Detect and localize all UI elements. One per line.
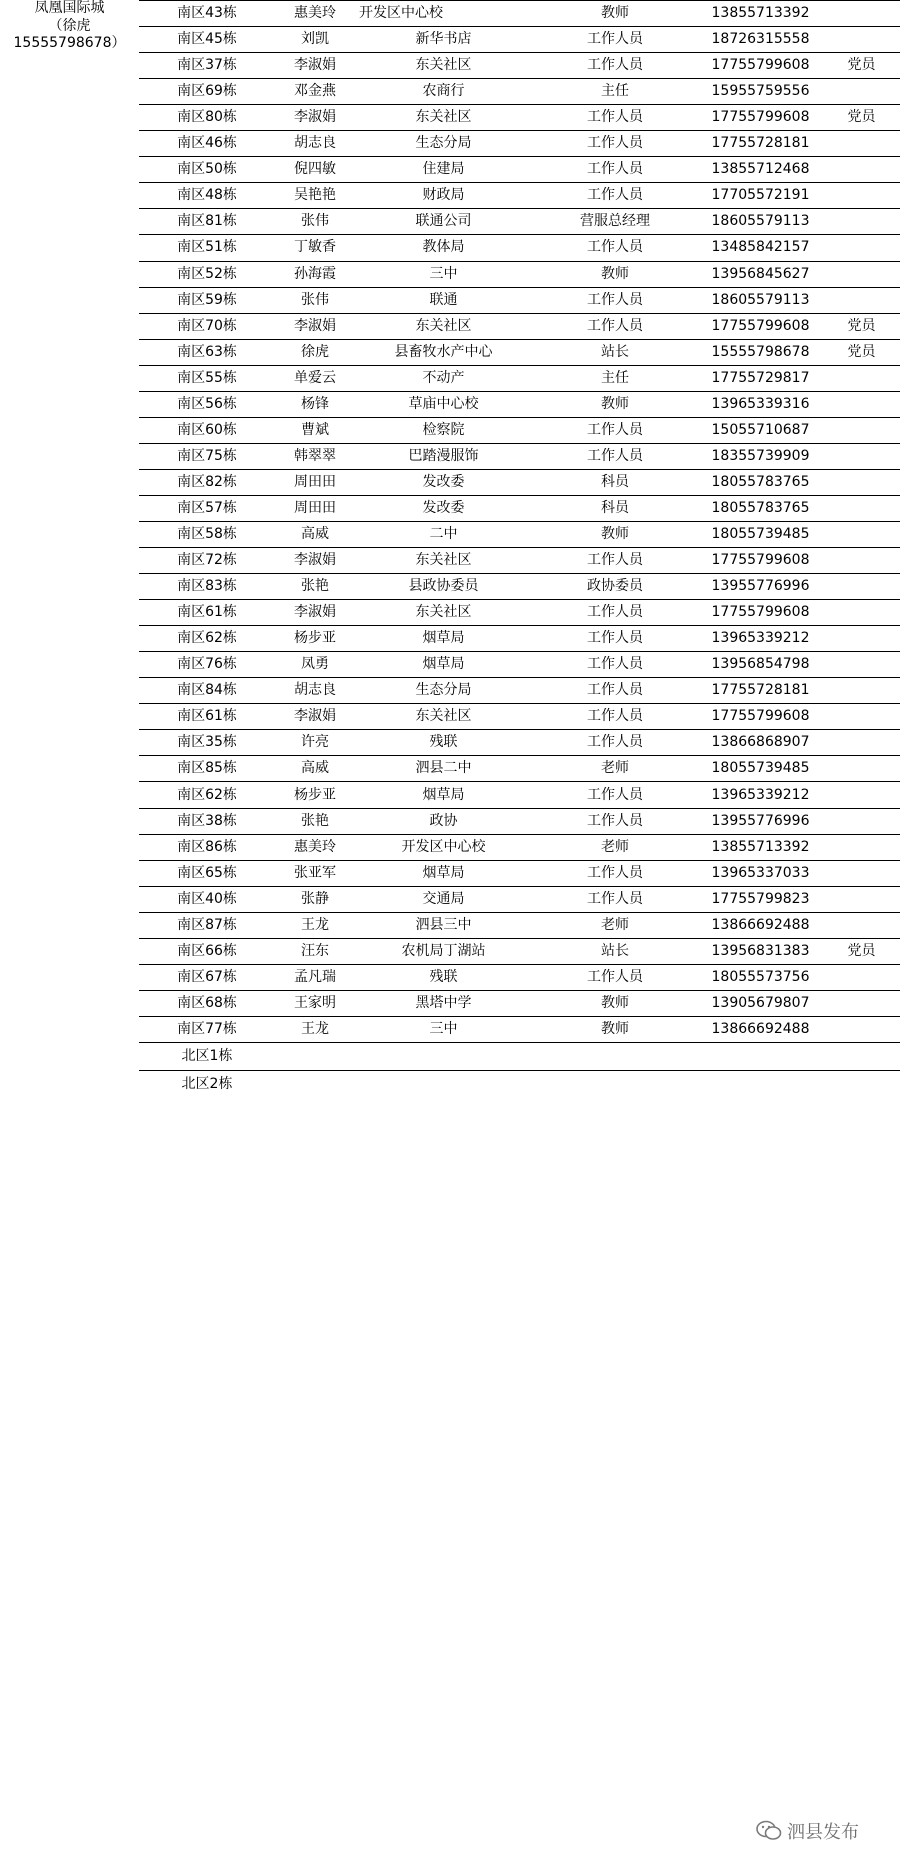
unit-cell: 新华书店	[415, 31, 472, 48]
name-cell: 韩翠翠	[294, 447, 336, 464]
name-cell: 倪四敏	[294, 161, 336, 178]
name-cell: 李淑娟	[294, 708, 336, 725]
name-cell: 李淑娟	[294, 57, 336, 74]
party-cell	[823, 912, 900, 938]
name-cell: 李淑娟	[294, 552, 336, 569]
position-cell: 工作人员	[587, 239, 643, 256]
phone-cell: 15955759556	[711, 83, 810, 100]
unit-cell: 三中	[429, 265, 458, 282]
name-cell: 王龙	[301, 1020, 329, 1037]
position-cell: 科员	[601, 473, 629, 490]
name-cell: 许亮	[301, 734, 329, 751]
party-cell	[823, 287, 900, 313]
name-cell: 张艳	[301, 812, 329, 829]
phone-cell: 13965339212	[711, 630, 810, 647]
phone-cell: 13955776996	[711, 578, 810, 595]
position-cell: 工作人员	[587, 109, 643, 126]
unit-cell: 泗县二中	[415, 760, 472, 777]
unit-cell: 东关社区	[415, 109, 472, 126]
building-cell: 南区56栋	[177, 395, 237, 412]
building-cell: 南区72栋	[177, 552, 237, 569]
building-cell: 南区43栋	[177, 5, 237, 22]
watermark-text: 泗县发布	[787, 1822, 859, 1843]
building-cell: 南区59栋	[177, 291, 237, 308]
building-cell: 南区83栋	[177, 578, 237, 595]
name-cell: 孙海霞	[294, 265, 336, 282]
name-cell: 杨步亚	[294, 786, 336, 803]
building-cell: 南区35栋	[177, 734, 237, 751]
position-cell: 工作人员	[587, 57, 643, 74]
unit-cell: 残联	[429, 968, 458, 985]
party-cell	[823, 782, 900, 808]
name-cell: 惠美玲	[294, 838, 336, 855]
party-cell	[823, 808, 900, 834]
name-cell: 丁敏香	[294, 239, 336, 256]
building-cell: 南区46栋	[177, 135, 237, 152]
position-cell: 工作人员	[587, 552, 643, 569]
unit-cell: 三中	[429, 1020, 458, 1037]
name-cell: 李淑娟	[294, 317, 336, 334]
name-cell: 张亚军	[294, 864, 336, 881]
row-divider	[139, 1070, 900, 1071]
position-cell: 工作人员	[587, 421, 643, 438]
unit-cell: 开发区中心校	[359, 5, 443, 22]
phone-cell: 18605579113	[711, 291, 810, 308]
unit-cell: 不动产	[422, 369, 465, 386]
phone-cell: 17705572191	[711, 187, 810, 204]
phone-cell: 17755728181	[711, 682, 810, 699]
unit-cell: 东关社区	[415, 57, 472, 74]
phone-cell: 17755729817	[711, 369, 810, 386]
unit-cell: 生态分局	[415, 682, 472, 699]
building-cell: 南区75栋	[177, 447, 237, 464]
party-cell	[823, 261, 900, 287]
unit-cell: 开发区中心校	[401, 838, 486, 855]
building-cell: 南区48栋	[177, 187, 237, 204]
position-cell: 教师	[601, 994, 629, 1011]
phone-cell: 13965337033	[711, 864, 810, 881]
building-cell: 南区84栋	[177, 682, 237, 699]
position-cell: 教师	[601, 1020, 629, 1037]
phone-cell: 18605579113	[711, 213, 810, 230]
position-cell: 工作人员	[587, 135, 643, 152]
party-cell	[823, 156, 900, 182]
building-cell: 南区68栋	[177, 994, 237, 1011]
name-cell: 汪东	[301, 942, 329, 959]
position-cell: 工作人员	[587, 31, 643, 48]
unit-cell: 住建局	[422, 161, 465, 178]
building-cell: 南区45栋	[177, 31, 237, 48]
phone-cell: 13485842157	[711, 239, 810, 256]
name-cell: 张伟	[301, 291, 329, 308]
name-cell: 王龙	[301, 916, 329, 933]
position-cell: 教师	[601, 395, 629, 412]
phone-cell: 17755799608	[711, 57, 810, 74]
position-cell: 工作人员	[587, 447, 643, 464]
building-cell: 南区80栋	[177, 109, 237, 126]
party-cell	[823, 677, 900, 703]
unit-cell: 东关社区	[415, 604, 472, 621]
name-cell: 周田田	[294, 473, 336, 490]
phone-cell: 18055783765	[711, 499, 810, 516]
phone-cell: 18726315558	[711, 31, 810, 48]
building-cell: 南区58栋	[177, 526, 237, 543]
unit-cell: 二中	[429, 526, 458, 543]
position-cell: 工作人员	[587, 161, 643, 178]
building-cell: 南区70栋	[177, 317, 237, 334]
phone-cell: 15555798678	[711, 343, 810, 360]
name-cell: 杨锋	[301, 395, 329, 412]
party-cell	[823, 417, 900, 443]
unit-cell: 县政协委员	[408, 578, 479, 595]
name-cell: 惠美玲	[294, 5, 336, 22]
position-cell: 工作人员	[587, 968, 643, 985]
name-cell: 徐虎	[301, 343, 329, 360]
party-cell	[823, 834, 900, 860]
party-cell	[823, 234, 900, 260]
unit-cell: 农机局丁湖站	[401, 942, 486, 959]
position-cell: 工作人员	[587, 630, 643, 647]
party-cell	[823, 573, 900, 599]
phone-cell: 17755799608	[711, 604, 810, 621]
building-cell: 南区85栋	[177, 760, 237, 777]
position-cell: 工作人员	[587, 187, 643, 204]
party-cell	[823, 0, 900, 26]
phone-cell: 13956854798	[711, 656, 810, 673]
phone-cell: 18055573756	[711, 968, 810, 985]
building-cell: 南区62栋	[177, 786, 237, 803]
position-cell: 工作人员	[587, 317, 643, 334]
unit-cell: 生态分局	[415, 135, 472, 152]
unit-cell: 残联	[429, 734, 458, 751]
building-cell: 南区82栋	[177, 473, 237, 490]
building-cell: 南区76栋	[177, 656, 237, 673]
building-cell: 南区51栋	[177, 239, 237, 256]
party-cell: 党员	[847, 343, 876, 360]
name-cell: 高威	[301, 526, 329, 543]
party-cell	[823, 860, 900, 886]
party-cell	[823, 495, 900, 521]
phone-cell: 18055739485	[711, 760, 810, 777]
phone-cell: 13866692488	[711, 1020, 810, 1037]
community-phone: 15555798678）	[13, 35, 126, 51]
unit-cell: 发改委	[422, 499, 465, 516]
phone-cell: 17755799608	[711, 317, 810, 334]
phone-cell: 17755799608	[711, 552, 810, 569]
building-cell: 南区62栋	[177, 630, 237, 647]
unit-cell: 检察院	[422, 421, 465, 438]
party-cell	[823, 443, 900, 469]
party-cell	[823, 26, 900, 52]
name-cell: 胡志良	[294, 682, 336, 699]
building-cell: 南区66栋	[177, 942, 237, 959]
building-cell: 南区61栋	[177, 604, 237, 621]
position-cell: 站长	[601, 942, 629, 959]
name-cell: 胡志良	[294, 135, 336, 152]
name-cell: 吴艳艳	[294, 187, 336, 204]
unit-cell: 巴踏漫服饰	[408, 447, 479, 464]
phone-cell: 13866692488	[711, 916, 810, 933]
position-cell: 老师	[601, 760, 629, 777]
phone-cell: 13905679807	[711, 994, 810, 1011]
party-cell	[823, 547, 900, 573]
position-cell: 工作人员	[587, 734, 643, 751]
position-cell: 工作人员	[587, 864, 643, 881]
party-cell: 党员	[847, 317, 876, 334]
position-cell: 主任	[601, 83, 629, 100]
party-cell	[823, 130, 900, 156]
position-cell: 教师	[601, 265, 629, 282]
building-cell: 南区52栋	[177, 265, 237, 282]
party-cell	[823, 182, 900, 208]
unit-cell: 农商行	[422, 83, 465, 100]
building-cell: 南区86栋	[177, 838, 237, 855]
name-cell: 邓金燕	[294, 83, 336, 100]
building-cell: 北区1栋	[181, 1047, 233, 1064]
party-cell	[823, 391, 900, 417]
building-cell: 南区40栋	[177, 890, 237, 907]
name-cell: 周田田	[294, 499, 336, 516]
unit-cell: 东关社区	[415, 708, 472, 725]
phone-cell: 18055783765	[711, 473, 810, 490]
phone-cell: 13956845627	[711, 265, 810, 282]
party-cell	[823, 469, 900, 495]
unit-cell: 政协	[429, 812, 458, 829]
building-cell: 南区81栋	[177, 213, 237, 230]
position-cell: 工作人员	[587, 682, 643, 699]
name-cell: 李淑娟	[294, 604, 336, 621]
building-cell: 南区50栋	[177, 161, 237, 178]
party-cell: 党员	[847, 942, 876, 959]
name-cell: 张艳	[301, 578, 329, 595]
building-cell: 南区67栋	[177, 968, 237, 985]
phone-cell: 13855712468	[711, 161, 810, 178]
position-cell: 工作人员	[587, 890, 643, 907]
unit-cell: 黑塔中学	[415, 994, 472, 1011]
building-cell: 南区61栋	[177, 708, 237, 725]
name-cell: 曹斌	[301, 421, 329, 438]
position-cell: 教师	[601, 5, 629, 22]
unit-cell: 草庙中心校	[408, 395, 479, 412]
party-cell	[823, 208, 900, 234]
unit-cell: 烟草局	[422, 656, 465, 673]
party-cell	[823, 599, 900, 625]
phone-cell: 13955776996	[711, 812, 810, 829]
phone-cell: 13956831383	[711, 942, 810, 959]
party-cell	[823, 886, 900, 912]
community-name: 凤凰国际城	[34, 0, 105, 16]
phone-cell: 13965339212	[711, 786, 810, 803]
name-cell: 王家明	[294, 994, 336, 1011]
unit-cell: 发改委	[422, 473, 465, 490]
position-cell: 工作人员	[587, 786, 643, 803]
community-cell	[0, 0, 139, 53]
position-cell: 科员	[601, 499, 629, 516]
position-cell: 工作人员	[587, 708, 643, 725]
building-cell: 南区69栋	[177, 83, 237, 100]
position-cell: 老师	[601, 838, 629, 855]
unit-cell: 东关社区	[415, 552, 472, 569]
position-cell: 主任	[601, 369, 629, 386]
unit-cell: 泗县三中	[415, 916, 472, 933]
building-cell: 南区77栋	[177, 1020, 237, 1037]
unit-cell: 县畜牧水产中心	[394, 343, 493, 360]
party-cell	[823, 703, 900, 729]
unit-cell: 烟草局	[422, 786, 465, 803]
party-cell	[823, 964, 900, 990]
party-cell	[823, 78, 900, 104]
unit-cell: 联通公司	[415, 213, 472, 230]
name-cell: 单爱云	[294, 369, 336, 386]
building-cell: 南区63栋	[177, 343, 237, 360]
phone-cell: 18055739485	[711, 526, 810, 543]
party-cell	[823, 625, 900, 651]
name-cell: 李淑娟	[294, 109, 336, 126]
phone-cell: 17755799608	[711, 708, 810, 725]
phone-cell: 17755799608	[711, 109, 810, 126]
position-cell: 政协委员	[587, 578, 643, 595]
unit-cell: 财政局	[422, 187, 465, 204]
name-cell: 张伟	[301, 213, 329, 230]
phone-cell: 13866868907	[711, 734, 810, 751]
unit-cell: 烟草局	[422, 864, 465, 881]
unit-cell: 东关社区	[415, 317, 472, 334]
position-cell: 教师	[601, 526, 629, 543]
party-cell	[823, 729, 900, 755]
unit-cell: 交通局	[422, 890, 465, 907]
building-cell: 北区2栋	[181, 1075, 233, 1092]
phone-cell: 17755799823	[711, 890, 810, 907]
position-cell: 工作人员	[587, 812, 643, 829]
phone-cell: 15055710687	[711, 421, 810, 438]
building-cell: 南区38栋	[177, 812, 237, 829]
position-cell: 营服总经理	[580, 213, 650, 230]
phone-cell: 13855713392	[711, 838, 810, 855]
party-cell	[823, 521, 900, 547]
name-cell: 张静	[301, 890, 329, 907]
building-cell: 南区60栋	[177, 421, 237, 438]
position-cell: 老师	[601, 916, 629, 933]
party-cell	[823, 365, 900, 391]
building-cell: 南区87栋	[177, 916, 237, 933]
position-cell: 工作人员	[587, 291, 643, 308]
position-cell: 站长	[601, 343, 629, 360]
party-cell: 党员	[847, 109, 876, 126]
community-contact: （徐虎	[48, 17, 91, 34]
phone-cell: 13965339316	[711, 395, 810, 412]
building-cell: 南区57栋	[177, 499, 237, 516]
position-cell: 工作人员	[587, 604, 643, 621]
unit-cell: 教体局	[422, 239, 465, 256]
party-cell	[823, 651, 900, 677]
phone-cell: 18355739909	[711, 447, 810, 464]
party-cell	[823, 990, 900, 1016]
name-cell: 孟凡瑞	[294, 968, 336, 985]
party-cell	[823, 755, 900, 781]
name-cell: 刘凯	[301, 31, 329, 48]
unit-cell: 联通	[429, 291, 458, 308]
phone-cell: 13855713392	[711, 5, 810, 22]
party-cell: 党员	[847, 57, 876, 74]
unit-cell: 烟草局	[422, 630, 465, 647]
wechat-icon	[756, 1820, 782, 1842]
name-cell: 凤勇	[301, 656, 329, 673]
building-cell: 南区65栋	[177, 864, 237, 881]
phone-cell: 17755728181	[711, 135, 810, 152]
name-cell: 杨步亚	[294, 630, 336, 647]
party-cell	[823, 1016, 900, 1042]
name-cell: 高威	[301, 760, 329, 777]
building-cell: 南区55栋	[177, 369, 237, 386]
building-cell: 南区37栋	[177, 57, 237, 74]
position-cell: 工作人员	[587, 656, 643, 673]
watermark	[756, 1818, 859, 1844]
